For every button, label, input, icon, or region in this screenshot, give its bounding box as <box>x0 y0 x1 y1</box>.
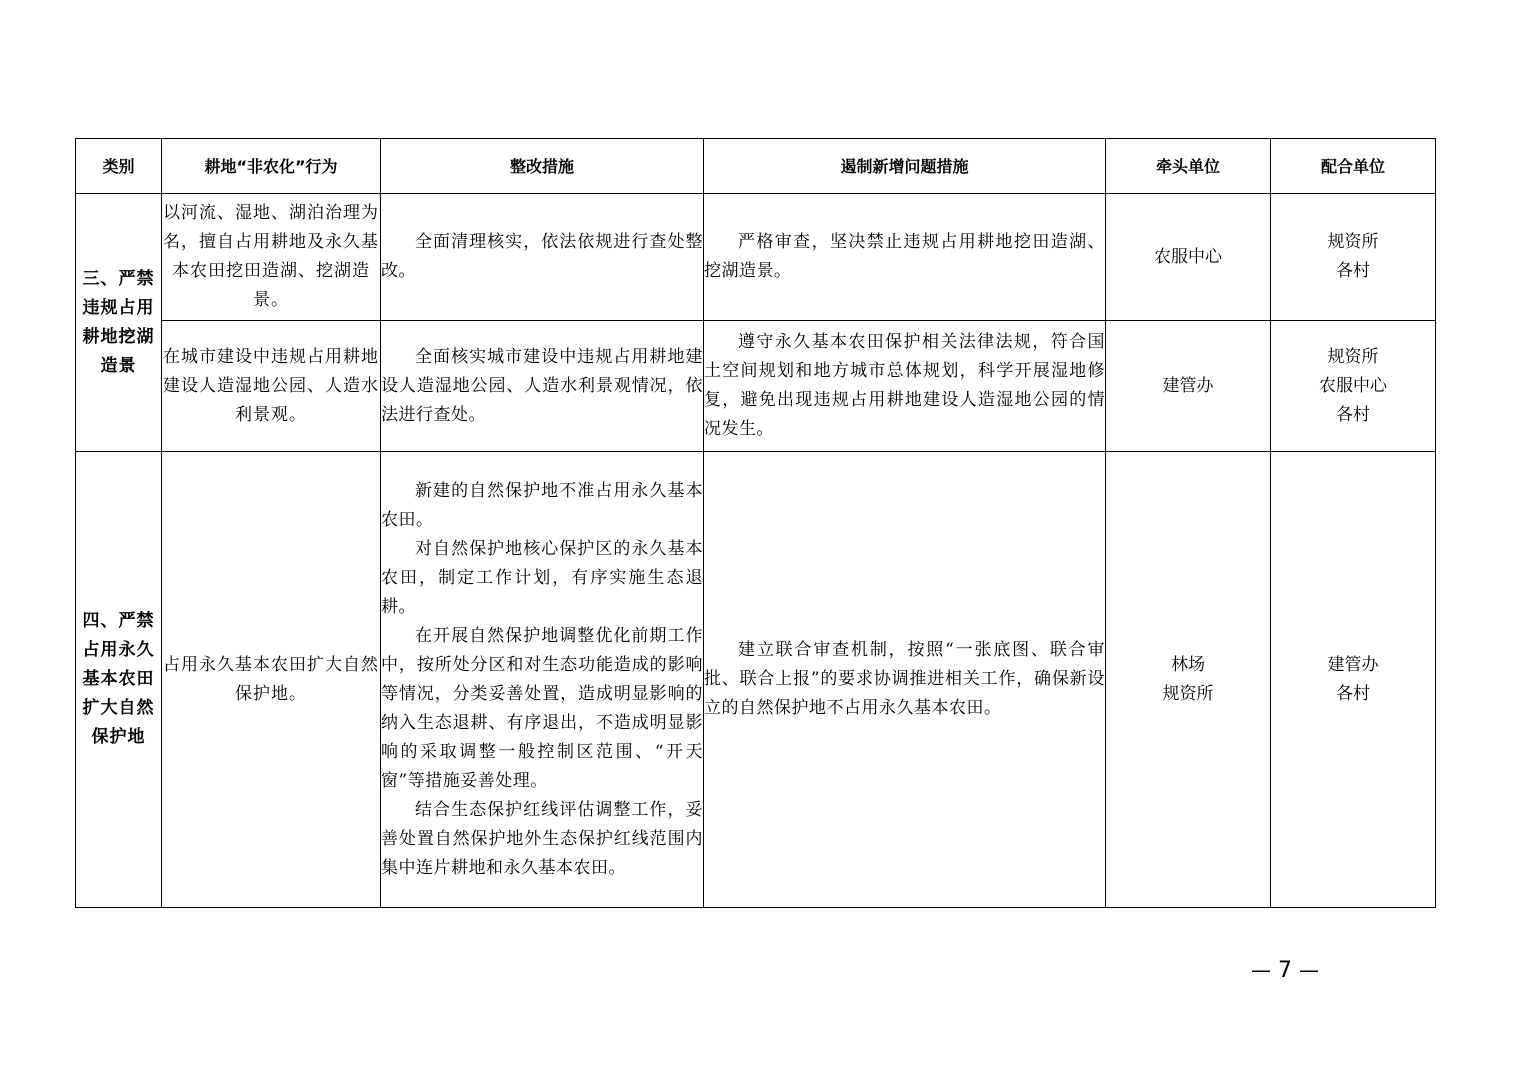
cooperating-unit-name: 规资所 <box>1327 232 1379 252</box>
page-number <box>1240 955 1330 986</box>
behavior-cell: 在城市建设中违规占用耕地建设人造湿地公园、人造水利景观。 <box>162 321 381 452</box>
table-row <box>76 194 1436 321</box>
cooperating-unit-cell <box>1271 321 1436 452</box>
cooperating-unit-name: 各村 <box>1336 261 1370 281</box>
rectification-paragraph: 新建的自然保护地不准占用永久基本农田。 <box>381 480 703 530</box>
cooperating-unit-cell <box>1271 452 1436 908</box>
header-cooperating-unit: 配合单位 <box>1271 139 1436 194</box>
category-cell: 四、严禁占用永久基本农田扩大自然保护地 <box>76 452 162 908</box>
prevention-cell <box>704 321 1106 452</box>
rectification-cell <box>381 194 704 321</box>
header-prevention-measures: 遏制新增问题措施 <box>704 139 1106 194</box>
header-lead-unit: 牵头单位 <box>1106 139 1271 194</box>
measures-table <box>75 138 1436 908</box>
rectification-paragraph: 全面清理核实，依法依规进行查处整改。 <box>381 232 703 281</box>
prevention-paragraph: 建立联合审查机制，按照“一张底图、联合审批、联合上报”的要求协调推进相关工作，确保新设立的自然保护地不占用永久基本农田。 <box>704 640 1105 718</box>
lead-unit-name: 规资所 <box>1162 683 1214 704</box>
cooperating-unit-name: 建管办 <box>1327 654 1379 675</box>
prevention-paragraph: 遵守永久基本农田保护相关法律法规，符合国土空间规划和地方城市总体规划，科学开展湿地修复，避免出现违规占用耕地建设人造湿地公园的情况发生。 <box>704 332 1105 439</box>
cooperating-unit-name: 各村 <box>1336 404 1370 425</box>
lead-unit-name: 建管办 <box>1162 375 1214 396</box>
lead-unit-name: 农服中心 <box>1154 246 1222 267</box>
behavior-cell: 占用永久基本农田扩大自然保护地。 <box>162 452 381 908</box>
table-row <box>76 321 1436 452</box>
lead-unit-name: 林场 <box>1171 654 1205 675</box>
rectification-cell <box>381 321 704 452</box>
rectification-paragraph: 全面核实城市建设中违规占用耕地建设人造湿地公园、人造水利景观情况，依法进行查处。 <box>381 346 703 425</box>
category-cell: 三、严禁违规占用耕地挖湖造景 <box>76 194 162 452</box>
behavior-cell: 以河流、湿地、湖泊治理为名，擅自占用耕地及永久基本农田挖田造湖、挖湖造景。 <box>162 194 381 321</box>
page-number-right-dash: — <box>1299 958 1319 982</box>
cooperating-unit-name: 农服中心 <box>1319 375 1387 396</box>
table-header-row <box>76 139 1436 194</box>
lead-unit-cell <box>1106 321 1271 452</box>
rectification-paragraph: 对自然保护地核心保护区的永久基本农田，制定工作计划，有序实施生态退耕。 <box>381 538 703 617</box>
page-number-value: 7 <box>1278 958 1292 983</box>
lead-unit-cell <box>1106 194 1271 321</box>
header-rectification-measures: 整改措施 <box>381 139 704 194</box>
header-category: 类别 <box>76 139 162 194</box>
prevention-paragraph: 严格审查，坚决禁止违规占用耕地挖田造湖、挖湖造景。 <box>704 232 1105 281</box>
header-behavior: 耕地“非农化”行为 <box>162 139 381 194</box>
rectification-paragraph: 在开展自然保护地调整优化前期工作中，按所处分区和对生态功能造成的影响等情况，分类妥善处置，造成明显影响的纳入生态退耕、有序退出，不造成明显影响的采取调整一般控制区范围、“开天窗”等措施妥善处理。 <box>381 625 703 791</box>
cooperating-unit-name: 各村 <box>1336 683 1370 704</box>
cooperating-unit-cell <box>1271 194 1436 321</box>
rectification-cell <box>381 452 704 908</box>
rectification-paragraph: 结合生态保护红线评估调整工作，妥善处置自然保护地外生态保护红线范围内集中连片耕地和永久基本农田。 <box>381 799 703 878</box>
table-row <box>76 452 1436 908</box>
prevention-cell <box>704 452 1106 908</box>
lead-unit-cell <box>1106 452 1271 908</box>
page-number-left-dash: — <box>1251 958 1271 982</box>
cooperating-unit-name: 规资所 <box>1327 346 1379 367</box>
prevention-cell <box>704 194 1106 321</box>
